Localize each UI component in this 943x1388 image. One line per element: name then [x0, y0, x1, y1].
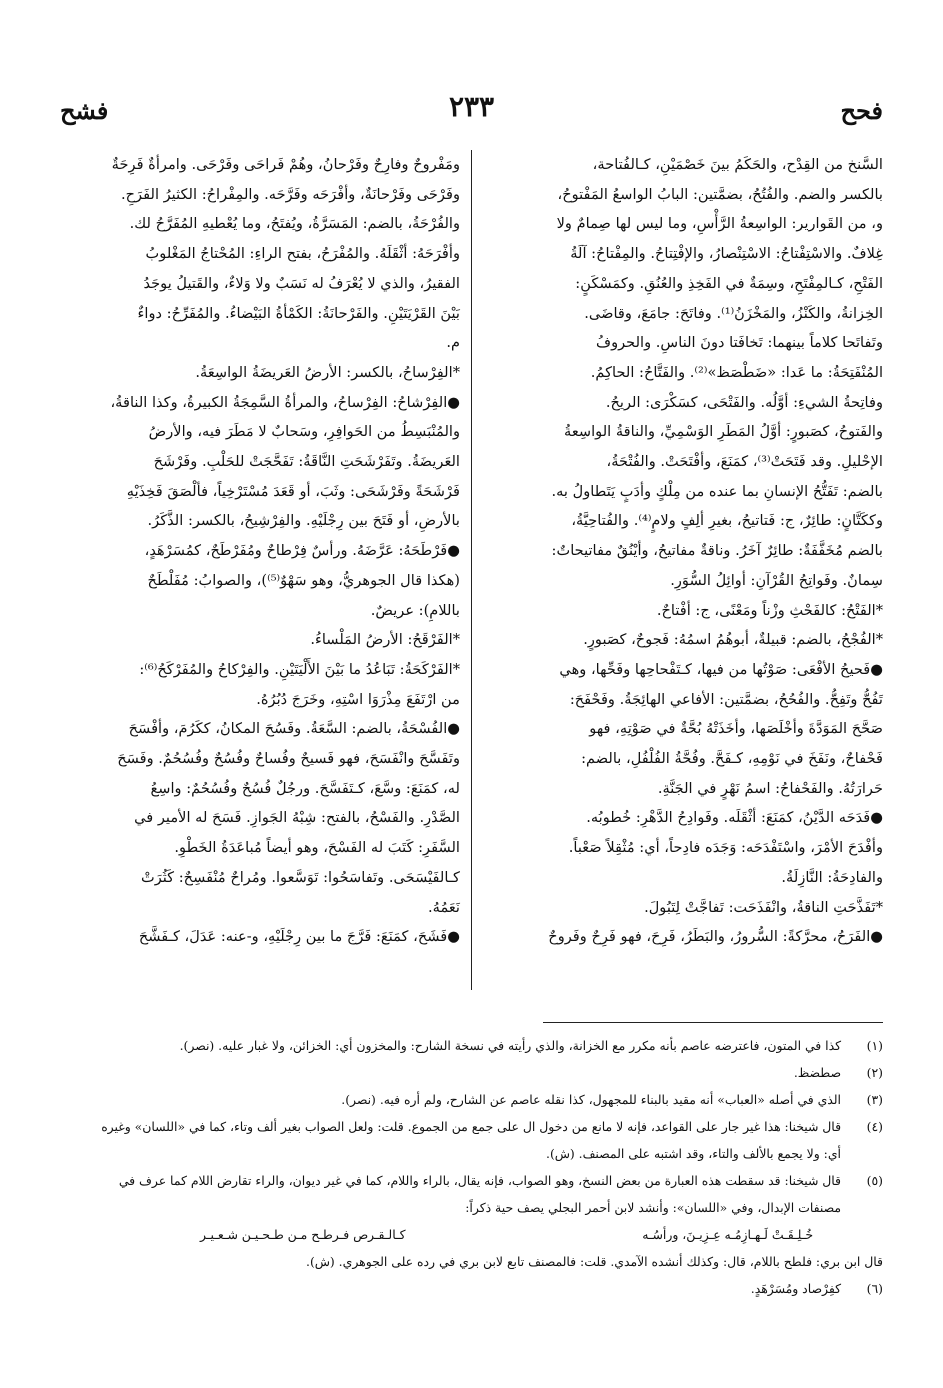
text-line: له، كمَنَعَ: وسَّعَ، كـتَفَسَّحَ. ورجُلٌ فُسُحٌ وفُسُحُمٌ: واسِعُ	[150, 779, 460, 797]
text-line: ●فَرْطَحَهُ: عَرَّضَهُ. ورأسٌ فِرْطاحٌ ومُفَرْطَحٌ، كمُسَرْهَدٍ،	[144, 542, 460, 560]
text-line: تَفُحُّ وتَفِحُّ. والفُحُحُ، بضمَّتين: الأفاعي الهائِجَةُ. وفَحْفَحَ:	[569, 690, 883, 708]
footnote-line: أي: ولا يجمع بالألف والتاء، وقد اشتبه على المصنف. (ش).	[546, 1146, 841, 1161]
text-line: ●فَحيحُ الأفْعَى: صَوْتُها من فيها، كـتَفْحاحِها وفَحِّها، وهي	[559, 660, 883, 678]
text-line: وتَفَسَّحَ وانْفَسَحَ، فهو فَسيحٌ وفُساحٌ وفُسُحٌ وفُسُحُمٌ. وفَسَحَ	[117, 750, 460, 768]
text-line: المُنْفَتِحَةُ: ما عَدا: «ضَطْصَظ»⁽²⁾. والفَتَّاحُ: الحاكِمُ.	[590, 363, 883, 381]
poetry-verse	[60, 1221, 883, 1248]
footnote-number: (٥)	[866, 1173, 883, 1188]
text-line: بالأرضِ، أو فَتَحَ بين رِجْلَيْهِ. والفِرْشِيحُ، بالكسر: الذَّكَرُ.	[147, 512, 460, 530]
text-line: *تَفَذَّحَتِ الناقةُ، وانْفَذَحَت: تَفاجَّتْ لِتَبُولَ.	[644, 898, 883, 916]
text-line: فَحْفاحٌ، ونَفَخَ في نَوْمِهِ، كـفَحَّ. وفُحَّةُ الفُلْفُلِ، بالضم:	[581, 750, 883, 768]
text-line: *الفُجْحُ، بالضم: قبيلةٌ، أبوهُمُ اسمُهُ: فَجوحٌ، كصَبورٍ.	[583, 631, 883, 649]
footnote-text: الذي في أصله «العباب» أنه مقيد بالبناء للمجهول، كذا نقله عاصم عن الشارح، ولم أره فيه. (نصر).	[341, 1092, 841, 1107]
text-line: ●فَدَحَه الدَّيْنُ، كمَنَعَ: أثْقَلَه. وفَوادِحُ الدَّهْرِ: خُطوبُه.	[586, 809, 883, 827]
text-line: نَعَمُهُ.	[427, 898, 460, 916]
text-line: صَحَّحَ المَوَدَّةَ وأخْلَصَها، وأخَذَتْهُ بُحَّةٌ في صَوْتِهِ، فهو	[589, 720, 883, 738]
text-line: الفقيرُ، والذي لا يُعْرَفُ له نَسَبٌ ولا وَلاءٌ، والقَتيلُ يوجَدُ	[143, 274, 460, 292]
text-line: ومَفْروحٌ وفارِحٌ وفَرْحانُ، وهُمْ فَراحَى وفَرْحَى. وامرأةٌ فَرِحَةٌ	[111, 156, 460, 173]
text-line: غِلافٌ. والاسْتِفْتاحُ: الاسْتِنْصارُ، والإفْتِتاحُ. والمِفْتاحُ: آلَةُ	[570, 245, 883, 263]
text-line: *الفَرْقَحُ: الأرضُ المَلْساءُ.	[310, 631, 460, 649]
text-line: الإحْليلِ. وقد فَتَحَتْ⁽³⁾، كمَنَعَ، وأفْتَحَتْ. والفُتْحَةُ،	[606, 453, 883, 471]
right-text-column	[483, 150, 883, 952]
footnote-4	[60, 1113, 883, 1167]
footnote-2	[60, 1059, 883, 1086]
text-line: م.	[446, 334, 460, 352]
text-line: وتَفاتَحا كلاماً بينهما: تَخافَتا دونَ الناسِ. والحروفُ	[595, 334, 883, 352]
text-line: بالضم مُخَفَّفَةٌ: طائِرٌ آخَرُ. وناقةٌ مفاتيحُ، وأيْنُقٌ مفاتيحاتٌ:	[551, 542, 883, 560]
text-line: وفَرْحَى وفَرْحانَةٌ، وأفْرَحَه وفَرَّحَه. والمِفْراحُ: الكثيرُ الفَرَحِ.	[121, 185, 460, 203]
footnote-5	[60, 1167, 883, 1221]
footnote-number: (٦)	[866, 1281, 883, 1296]
footnote-continuation: قال ابن بري: فلطح باللام، قال: وكذلك أنشده الآمدي. قلت: فالمصنف تابع لابن بري في رده على الجوهري. (ش).	[306, 1254, 883, 1269]
page-number: ٢٣٣	[448, 90, 495, 123]
text-line: وأفْدَحَ الأمْرَ، واسْتَفْدَحَه: وَجَدَه فادِحاً، أي: مُثْقِلاً صَعْباً.	[568, 839, 883, 857]
text-line: حَرارَتُهُ. والفَحْفاحُ: اسمُ نَهْرٍ في الجَنَّةِ.	[657, 779, 883, 797]
footnote-text: كذا في المتون، فاعترضه عاصم بأنه مكرر مع الخزانة، والذي رأيته في نسخة الشارح: والمخزون أي: الخزائن، ولا غبار عليه. (نصر).	[179, 1038, 841, 1053]
text-line: بالضم: تَفَتُّحُ الإنسانِ بما عنده من مِلْكٍ وأدَبٍ يَتَطاولُ به.	[551, 482, 883, 500]
verse-hemistich-second: كـالـقـرص فـرطـح مـن طـحـيـن شـعـيـر	[200, 1227, 406, 1242]
footnote-line: قال شيخنا: قد سقطت هذه العبارة من بعض النسخ، وهو الصواب، فإنه يقال، بالراء واللام، كما في غير ديوان، والراء تقارض اللام كما عرف في	[118, 1173, 841, 1188]
footnote-number: (٤)	[866, 1119, 883, 1134]
text-line: ●الفِرْشاحُ: الفِرْساحُ، والمرأةُ السَّمِجَةُ الكبيرةُ، وكذا الناقةُ،	[110, 393, 460, 411]
footnote-text: كفِرْصاد ومُسَرْهَدٍ.	[750, 1281, 841, 1296]
text-line: وككَتَّانٍ: طائِرٌ، ج: فَتاتيحُ، بغيرِ ألِفٍ ولامٍ⁽⁴⁾. والفُتاحِيَّةُ،	[571, 512, 883, 530]
text-line: بالكسر والضم. والفُتُحُ، بضمَّتين: البابُ الواسعُ المَفْتوحُ،	[557, 185, 883, 203]
footnote-line: قال شيخنا: هذا غير جار على القواعد، فإنه لا مانع من دخول ال على جمع من الجموع. قلت: ولعل الصواب بغير ألف وتاء، كما في «اللسان» وغيره	[101, 1119, 841, 1134]
footnote-text: صطضظ.	[793, 1065, 841, 1080]
text-line: والفَتوحُ، كصَبورٍ: أوَّلُ المَطَرِ الوَسْمِيِّ، والناقةُ الواسِعةُ	[564, 423, 883, 441]
text-line: سِمانٌ. وفَواتِحُ القُرْآنِ: أوائِلُ السُّوَرِ.	[670, 571, 883, 589]
header-entry-word-right: فحح	[840, 96, 883, 125]
text-line: السَّفَرِ: كَتَبَ له الفَسْحَ، وهو أيضاً مُباعَدَةُ الخَطْوِ.	[174, 839, 460, 857]
text-line: باللامِ): عريضٌ.	[370, 601, 460, 619]
verse-hemistich-first: خُـلِـقَـتْ لَـهـازِمُـه عِـزِيـنَ، ورأسُـه	[642, 1227, 813, 1242]
text-line: *الفَتْحُ: كالفَحْثِ وزْناً ومَعْنًى، ج: أفْتاحٌ.	[656, 601, 883, 619]
footnote-number: (٢)	[866, 1065, 883, 1080]
text-line: بَيْنَ القَرْيَتَيْنِ. والفَرْحانَةُ: الكَمْأةُ البَيْضاءُ. والمُفَرِّحُ: دواءٌ	[137, 304, 460, 322]
text-line: وفاتِحةُ الشيءِ: أوَّلُه. والفَتْحَى، كسَكْرَى: الريحُ.	[605, 393, 883, 411]
footnote-number: (١)	[866, 1038, 883, 1053]
footnote-text	[60, 1113, 841, 1167]
footnote-3	[60, 1086, 883, 1113]
text-line: والفُرْحَةُ، بالضم: المَسَرَّةُ، ويُفتَحُ، وما يُعْطيهِ المُفَرَّحُ لك.	[129, 215, 460, 233]
footnote-separator	[543, 1022, 883, 1023]
page-header	[60, 90, 883, 130]
text-line: ●الفُسْحَةُ، بالضم: السَّعَةُ. وفَسُحَ المكانُ، ككَرُمَ، وأفْسَحَ	[128, 720, 460, 738]
text-line: والفادِحَةُ: النَّازِلَةُ.	[781, 868, 883, 886]
header-entry-word-left: فشح	[60, 96, 109, 125]
footnotes	[60, 1032, 883, 1302]
footnote-6	[60, 1275, 883, 1302]
text-line: (هكذا قال الجوهريُّ، وهو سَهْوٌ⁽⁵⁾)، والصوابُ: مُفَلْطَحٌ	[147, 571, 460, 589]
text-line: السَّنخ من القِدْح، والحَكَمُ بينَ خَصْمَيْنِ، كـالفُتاحة،	[592, 156, 883, 173]
text-line: كـالفَيْسَحَى. وتَفاسَحُوا: تَوَسَّعوا. ومُراحٌ مُنْفَسِحٌ: كَثُرَتْ	[140, 868, 460, 886]
text-line: و، من القَوارير: الواسِعةُ الرَّأْسِ، وما ليس لها صِمامٌ ولا	[556, 215, 883, 233]
text-line: الخِزانةُ، والكَنْزُ، والمَخْزَنُ⁽¹⁾. وفاتَحَ: جامَعَ، وقاضَى.	[584, 304, 883, 322]
left-text-column	[60, 150, 460, 952]
text-line: من ارْتَفَعَ مِذْرَوَا اسْتِهِ، وخَرَجَ دُبُرُهُ.	[256, 690, 460, 708]
footnote-text	[60, 1167, 841, 1221]
text-line: وأفْرَحَهُ: أثْقَلَهُ. والمُفْرَحُ، بفتح الراءِ: المُحْتاجُ المَغْلوبُ	[145, 245, 460, 263]
text-line: فَرْشَحَةً وفَرْشَحَى: وثَبَ، أو قَعَدَ مُسْتَرْخِياً، فألْصَقَ فَخِذَيْهِ	[126, 482, 460, 500]
text-line: *الفَرْكَحَةُ: تَبَاعُدُ ما بَيْنَ الأَلْيَتَيْنِ. والفِرْكاحُ والمُفَرْكَحُ⁽⁶⁾:	[139, 660, 460, 678]
text-line: العَريضَةُ. وتَفَرْشَحَتِ النَّاقَةُ: تَفَحَّجَتْ للحَلْبِ. وفَرْشَحَ	[153, 453, 460, 471]
footnote-1	[60, 1032, 883, 1059]
column-divider	[471, 150, 472, 990]
text-line: الفَتْحِ، كـالمِفْتَحِ، وسِمَةٌ في الفَخِذِ والعُنُقِ. وكمَسْكَنٍ:	[575, 274, 883, 292]
text-line: ●فَشَحَ، كمَنَعَ: فَرَّجَ ما بين رِجْلَيْهِ، و-عنه: عَدَلَ، كـفَشَّحَ	[138, 928, 460, 946]
text-line: والمُنْبَسِطُ من الحَوافِرِ، وسَحابٌ لا مَطَرَ فيه، والأرضُ	[148, 423, 460, 441]
footnote-number: (٣)	[866, 1092, 883, 1107]
text-line: الصَّدْرِ. والفَسْحُ، بالفتح: شِبْهُ الجَوازِ. فَسَحَ له الأمير في	[134, 809, 460, 827]
text-line: ●الفَرَحُ، محرَّكةً: السُّرورُ، والبَطَرُ، فَرِحَ، فهو فَرِحٌ وفَروحٌ	[548, 928, 883, 946]
footnote-line: مصنفات الإبدال، وفي «اللسان»: وأنشد لابن أحمر البجلي يصف حية ذكراً:	[465, 1200, 841, 1215]
text-line: *الفِرْساحُ، بالكسر: الأرضُ العَريضَةُ الواسِعَةُ.	[195, 363, 460, 381]
